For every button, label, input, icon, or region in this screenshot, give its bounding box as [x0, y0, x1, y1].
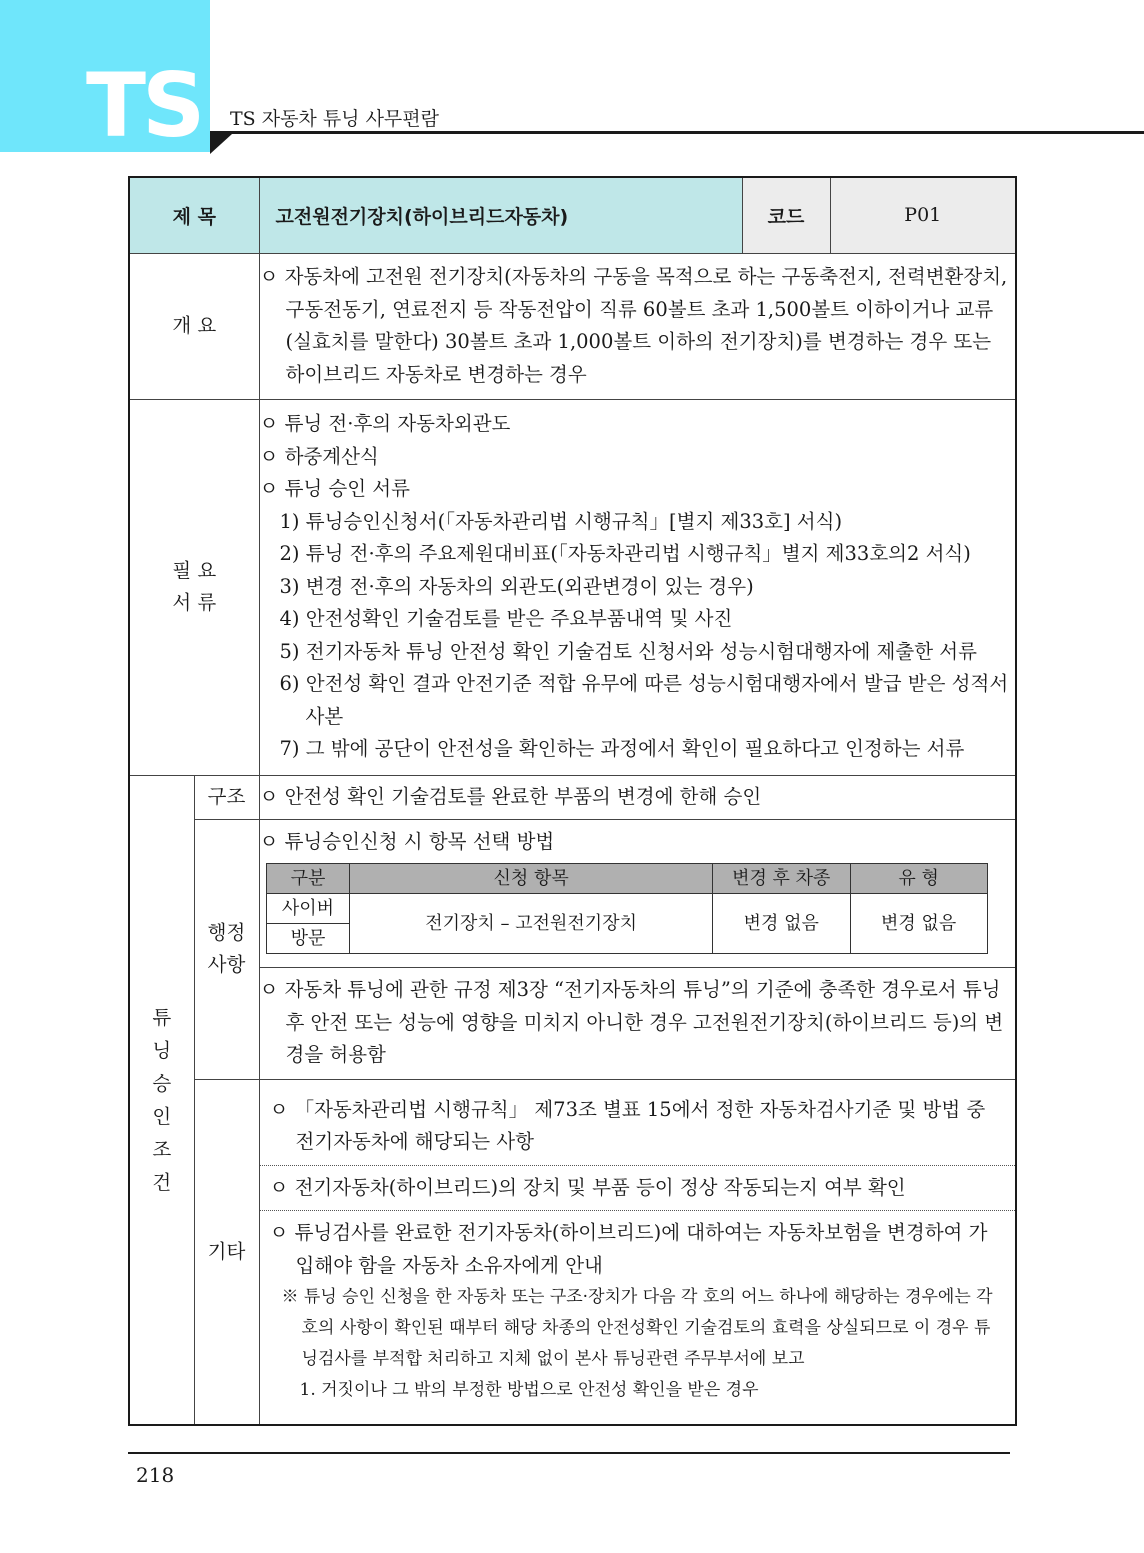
list-item: 6) 안전성 확인 결과 안전기준 적합 유무에 따른 성능시험대행자에서 발급 받은 성적서 사본	[279, 672, 1009, 728]
admin-row-2	[129, 967, 1016, 1079]
etc-note: ※ 튜닝 승인 신청을 한 자동차 또는 구조·장치가 다음 각 호의 어느 하나에 해당하는 경우에는 각 호의 사항이 확인된 때부터 해당 차종의 안전성확인 기술검토의 효력을 상실되므로 이 경우 튜닝검사를 부적합 처리하고 지체 없이 본사 튜닝관련 주무부서에 보고	[281, 1287, 993, 1369]
code-value: P01	[830, 177, 1016, 253]
list-item: ㅇ 하중계산식	[259, 444, 379, 468]
etc-item: ㅇ 튜닝검사를 완료한 전기자동차(하이브리드)에 대하여는 자동차보험을 변경하여 가입해야 함을 자동차 소유자에게 안내 ※ 튜닝 승인 신청을 한 자동차 또는 구조·장치가 다음 각 호의 어느 하나에 해당하는 경우에는 각 호의 사항이 확인된 때부터 해당 차종의 안전성확인 기술검토의 효력을 상실되므로 이 경우 튜닝검사를 부적합 처리하고 지체 없이 본사 튜닝관련 주무부서에 보고 1. 거짓이나 그 밖의 부정한 방법으로 안전성 확인을 받은 경우	[260, 1210, 1016, 1416]
list-item: 2) 튜닝 전·후의 주요제원대비표(「자동차관리법 시행규칙」별지 제33호의2 서식)	[279, 542, 971, 566]
header-rule	[210, 131, 1144, 134]
documents-label: 필 요 서 류	[129, 399, 259, 775]
admin-intro: ㅇ 튜닝승인신청 시 항목 선택 방법	[259, 830, 555, 854]
table-header: 유 형	[850, 863, 987, 893]
etc-label: 기타	[194, 1079, 259, 1425]
table-header: 구분	[266, 863, 350, 893]
table-cell: 변경 없음	[712, 893, 850, 953]
structure-label: 구조	[194, 775, 259, 819]
admin-cell	[259, 819, 1016, 967]
list-item: 4) 안전성확인 기술검토를 받은 주요부품내역 및 사진	[279, 607, 733, 631]
etc-item: ㅇ 전기자동차(하이브리드)의 장치 및 부품 등이 정상 작동되는지 여부 확인	[260, 1165, 1016, 1211]
structure-row	[129, 775, 1016, 819]
table-header: 신청 항목	[350, 863, 712, 893]
overview-row	[129, 253, 1016, 399]
etc-cell	[259, 1079, 1016, 1425]
code-label: 코드	[742, 177, 830, 253]
admin-text: ㅇ 자동차 튜닝에 관한 규정 제3장 “전기자동차의 튜닝”의 기준에 충족한 경우로서 튜닝 후 안전 또는 성능에 영향을 미치지 아니한 경우 고전원전기장치(하이브리드 등)의 변경을 허용함	[259, 978, 1004, 1067]
documents-cell	[259, 399, 1016, 775]
book-title: TS 자동차 튜닝 사무편람	[230, 108, 439, 130]
title-label: 제 목	[129, 177, 259, 253]
title-row	[129, 177, 1016, 253]
ts-logo: TS	[86, 54, 202, 157]
conditions-label: 튜 닝 승 인 조 건	[129, 775, 194, 1425]
tuning-spec-table	[128, 176, 1017, 1426]
list-item: 5) 전기자동차 튜닝 안전성 확인 기술검토 신청서와 성능시험대행자에 제출한 서류	[279, 639, 977, 663]
table-cell: 전기장치 – 고전원전기장치	[350, 893, 712, 953]
structure-cell	[259, 775, 1016, 819]
table-cell: 변경 없음	[850, 893, 987, 953]
list-item: 3) 변경 전·후의 자동차의 외관도(외관변경이 있는 경우)	[279, 574, 754, 598]
table-header: 변경 후 차종	[712, 863, 850, 893]
etc-row	[129, 1079, 1016, 1425]
list-item: 7) 그 밖에 공단이 안전성을 확인하는 과정에서 확인이 필요하다고 인정하는 서류	[279, 737, 965, 761]
documents-row	[129, 399, 1016, 775]
table-cell: 방문	[266, 923, 350, 953]
list-item: 1) 튜닝승인신청서(「자동차관리법 시행규칙」[별지 제33호] 서식)	[279, 509, 843, 533]
structure-text: ㅇ 안전성 확인 기술검토를 완료한 부품의 변경에 한해 승인	[259, 784, 762, 808]
admin-label: 행정 사항	[194, 819, 259, 1079]
admin-cell-2	[259, 967, 1016, 1079]
list-item: ㅇ 튜닝 승인 서류	[259, 477, 410, 501]
application-item-table	[266, 863, 988, 954]
etc-item: ㅇ 「자동차관리법 시행규칙」 제73조 별표 15에서 정한 자동차검사기준 및 방법 중 전기자동차에 해당되는 사항	[269, 1097, 986, 1153]
overview-label: 개 요	[129, 253, 259, 399]
etc-note-item: 1. 거짓이나 그 밖의 부정한 방법으로 안전성 확인을 받은 경우	[299, 1380, 759, 1400]
document-title: 고전원전기장치(하이브리드자동차)	[259, 177, 742, 253]
overview-text: ㅇ 자동차에 고전원 전기장치(자동차의 구동을 목적으로 하는 구동축전지, 전력변환장치, 구동전동기, 연료전지 등 작동전압이 직류 60볼트 초과 1,500볼트 이하이거나 교류(실효치를 말한다) 30볼트 초과 1,000볼트 이하의 전기장치)를 변경하는 경우 또는 하이브리드 자동차로 변경하는 경우	[259, 265, 1008, 386]
footer-rule	[128, 1452, 1010, 1454]
table-cell: 사이버	[266, 893, 350, 923]
page-number: 218	[136, 1463, 175, 1487]
header-rule-tab	[210, 134, 232, 154]
overview-cell	[259, 253, 1016, 399]
list-item: ㅇ 튜닝 전·후의 자동차외관도	[259, 412, 511, 436]
admin-row	[129, 819, 1016, 967]
